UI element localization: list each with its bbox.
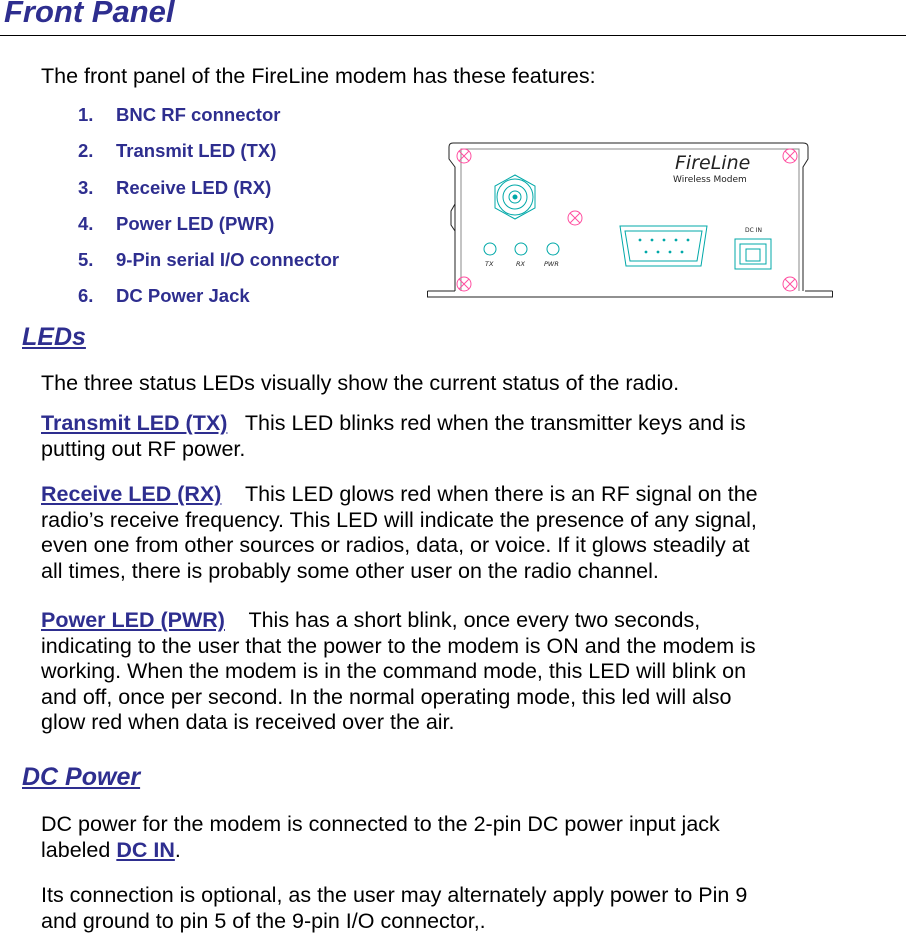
pwr-line: glow red when data is received over the air. [41, 710, 455, 734]
bnc-connector [495, 175, 535, 219]
rx-term: Receive LED (RX) [41, 482, 222, 506]
serial-connector [620, 226, 707, 266]
feature-label: 9-Pin serial I/O connector [116, 249, 340, 271]
page-title: Front Panel [4, 0, 175, 29]
feature-item [78, 285, 339, 321]
pwr-paragraph [41, 608, 891, 736]
feature-number: 4. [78, 212, 94, 234]
rx-paragraph [41, 482, 891, 584]
tx-term: Transmit LED (TX) [41, 411, 228, 435]
dc-optional-line: Its connection is optional, as the user may alternately apply power to Pin 9 [41, 883, 748, 907]
led-label-rx: RX [516, 260, 525, 268]
feature-list [78, 104, 339, 322]
title-rule [0, 35, 906, 36]
led-label-tx: TX [485, 260, 494, 268]
pwr-line: This has a short blink, once every two seconds, [248, 608, 701, 632]
panel-brand: FireLine [675, 152, 751, 174]
pwr-line: indicating to the user that the power to the modem is ON and the modem is [41, 633, 756, 658]
feature-number: 3. [78, 176, 94, 198]
rx-line: even one from other sources or radios, data, or voice. If it glows steadily at [41, 533, 750, 557]
pwr-line: and off, once per second. In the normal operating mode, this led will also [41, 684, 732, 709]
feature-number: 5. [78, 249, 94, 271]
rx-line: all times, there is probably some other user on the radio channel. [41, 558, 659, 583]
feature-label: Receive LED (RX) [116, 176, 272, 198]
tx-paragraph [41, 411, 891, 462]
dc-line-suffix: . [174, 837, 181, 862]
rx-line: radio’s receive frequency. This LED will indicate the presence of any signal, [41, 507, 757, 532]
feature-item [78, 140, 339, 176]
dc-in-keyword: DC IN [116, 837, 175, 862]
tx-line: This LED blinks red when the transmitter keys and is [244, 411, 746, 435]
feature-number: 1. [78, 104, 94, 125]
pwr-line: working. When the modem is in the command mode, this LED will blink on [41, 659, 747, 683]
rx-line: This LED glows red when there is an RF signal on the [244, 482, 758, 506]
feature-item [78, 249, 339, 285]
feature-number: 6. [78, 285, 94, 307]
feature-label: Transmit LED (TX) [116, 140, 277, 162]
led-icon [484, 243, 559, 255]
dc-in-label: DC IN [745, 227, 762, 234]
led-label-pwr: PWR [544, 260, 559, 268]
feature-label: DC Power Jack [116, 285, 250, 307]
intro-text: The front panel of the FireLine modem has these features: [41, 64, 596, 88]
front-panel-diagram [427, 139, 833, 301]
panel-subtitle: Wireless Modem [673, 175, 747, 185]
leds-intro: The three status LEDs visually show the current status of the radio. [41, 371, 680, 395]
feature-label: BNC RF connector [116, 104, 281, 125]
pwr-term: Power LED (PWR) [41, 608, 225, 632]
dc-jack [735, 239, 771, 269]
dc-optional-paragraph [41, 883, 891, 934]
dc-paragraph [41, 812, 891, 863]
leds-heading: LEDs [22, 323, 86, 351]
feature-number: 2. [78, 140, 94, 162]
dc-heading: DC Power [22, 763, 141, 791]
tx-line: putting out RF power. [41, 436, 246, 461]
feature-item [78, 177, 339, 213]
dc-line: DC power for the modem is connected to the 2-pin DC power input jack [41, 812, 720, 836]
dc-optional-line: and ground to pin 5 of the 9-pin I/O connector,. [41, 908, 486, 933]
feature-label: Power LED (PWR) [116, 212, 275, 234]
feature-item [78, 104, 339, 140]
feature-item [78, 213, 339, 249]
dc-line-prefix: labeled [41, 837, 117, 862]
